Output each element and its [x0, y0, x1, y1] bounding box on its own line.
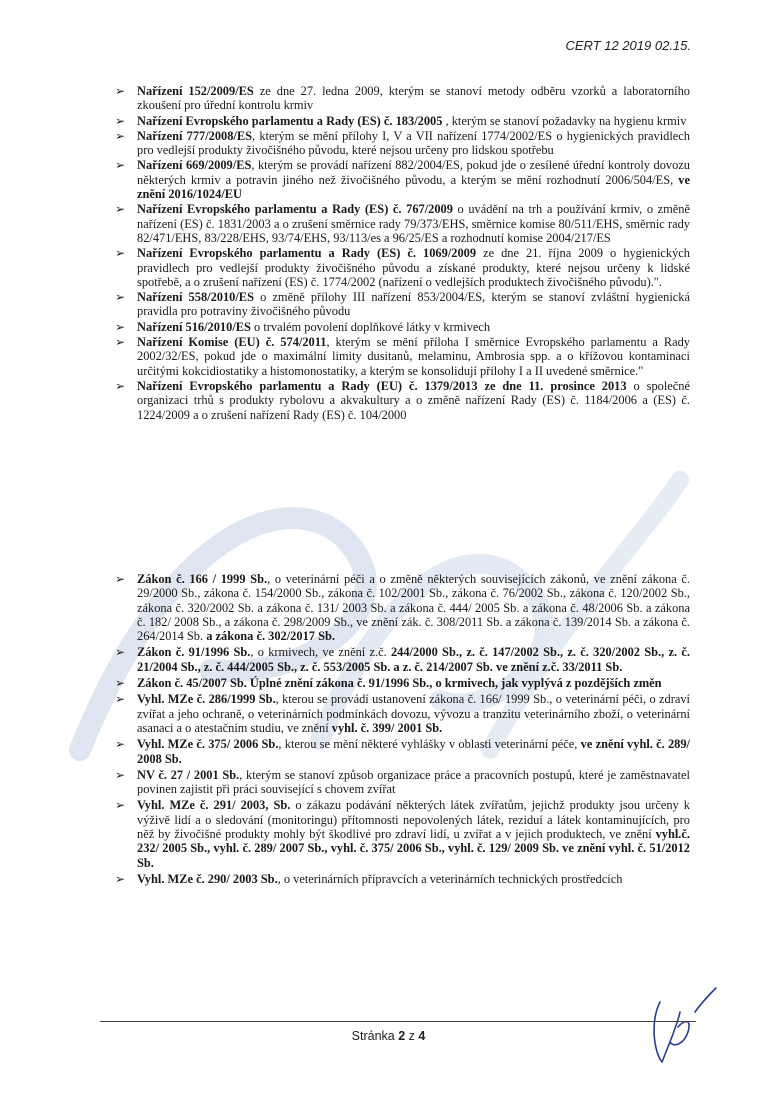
regulation-amendment: ve znění 2016/1024/EU [137, 172, 690, 202]
list-item [110, 768, 690, 797]
list-item [110, 158, 690, 201]
regulation-description: o trvalém povolení doplňkové látky v krmivech [250, 319, 491, 334]
list-item [110, 290, 690, 319]
regulation-title: Nařízení Komise (EU) č. 574/2011 [137, 335, 327, 350]
regulation-title: Vyhl. MZe č. 291/ 2003, Sb. [137, 798, 291, 813]
regulation-description: , o krmivech, ve znění z.č. [250, 645, 391, 660]
regulation-description: , o veterinární péči a o změně některých souvisejících zákonů, ve znění zákona č. 29/2000 Sb., zákona č. 154/2000 Sb., zákona č. 102/2001 Sb., zákona č. 76/2002 Sb., zákona č. 120/2002 Sb., zákona č. 320/2002 Sb. a zákona č. 131/ 2003 Sb. a zákona č. 444/ 2005 Sb. a zákona č. 48/2006 Sb. a zákona č. 182/ 2008 Sb., a zákona č. 298/2009 Sb., ve znění zák. č. 308/2011 Sb. a zákona č. 139/2014 Sb. a zákona č. 264/2014 Sb. [137, 572, 690, 644]
signature-scribble [640, 982, 720, 1072]
regulation-description: o změně přílohy III nařízení 853/2004/ES, kterým se stanoví zvláštní hygienická pravidla pro potraviny živočišného původu [137, 290, 690, 319]
page-separator: z [405, 1029, 419, 1043]
list-item [110, 676, 690, 690]
arrow-bullet-icon: ➢ [115, 113, 126, 128]
arrow-bullet-icon: ➢ [115, 290, 126, 305]
arrow-bullet-icon: ➢ [115, 158, 126, 173]
regulation-title: Vyhl. MZe č. 375/ 2006 Sb. [137, 737, 279, 752]
arrow-bullet-icon: ➢ [115, 798, 126, 813]
regulation-title: Vyhl. MZe č. 290/ 2003 Sb. [137, 871, 278, 886]
arrow-bullet-icon: ➢ [115, 737, 126, 752]
regulation-title: Nařízení Evropského parlamentu a Rady (ES) č. 767/2009 [137, 202, 453, 217]
regulation-title: Nařízení 558/2010/ES [137, 290, 254, 305]
arrow-bullet-icon: ➢ [115, 335, 126, 350]
regulation-description: , kterým se mění příloha I směrnice Evropského parlamentu a Rady 2002/32/ES, pokud jde o maximální limity dusitanů, melaminu, Ambrosia spp. a o křížovou kontaminaci určitými kokcidiostatiky a histomonostatiky, a kterým se konsolidují přílohy I a II uvedené směrnice." [137, 335, 690, 378]
arrow-bullet-icon: ➢ [115, 378, 126, 393]
list-item [110, 572, 690, 643]
regulation-amendment: 244/2000 Sb., z. č. 147/2002 Sb., z. č. 320/2002 Sb., z. č. 21/2004 Sb., z. č. 444/2005 Sb., z. č. 553/2005 Sb. a z. č. 214/2007 Sb. ve znění z.č. 33/2011 Sb. [137, 645, 690, 674]
regulation-amendment: vyhl. č. 399/ 2001 Sb. [331, 720, 443, 735]
list-item [110, 692, 690, 735]
list-item [110, 114, 690, 128]
regulation-amendment: a zákona č. 302/2017 Sb. [206, 629, 335, 644]
regulation-amendment: vyhl.č. 232/ 2005 Sb., vyhl. č. 289/ 2007 Sb., vyhl. č. 375/ 2006 Sb., vyhl. č. 129/ 2009 Sb. ve znění vyhl. č. 51/2012 Sb. [137, 827, 690, 870]
regulation-title: Nařízení 152/2009/ES [137, 84, 254, 98]
list-item [110, 798, 690, 869]
regulation-title: Zákon č. 45/2007 Sb. Úplné znění zákona č. 91/1996 Sb., o krmivech, jak vyplývá z pozdějších změn [137, 676, 662, 691]
list-item [110, 335, 690, 378]
arrow-bullet-icon: ➢ [115, 767, 126, 782]
arrow-bullet-icon: ➢ [115, 202, 126, 217]
regulation-description: , kterým se stanoví požadavky na hygienu krmiv [442, 113, 687, 128]
list-item [110, 129, 690, 158]
regulation-description: o společné organizaci trhů s produkty rybolovu a akvakultury a o změně nařízení Rady (ES) č. 1184/2006 a (ES) č. 1224/2009 a o zrušení nařízení Rady (ES) č. 104/2000 [137, 378, 690, 422]
regulation-description: , kterou se mění některé vyhlášky v oblasti veterinární péče, [278, 737, 581, 752]
regulation-description: ze dne 21. října 2009 o hygienických pravidlech pro vedlejší produkty živočišného původu a získané produkty, které nejsou určeny k lidské spotřebě, a o zrušení nařízení (ES) č. 1774/2002 (nařízení o vedlejších produktech živočišného původu).". [137, 246, 690, 289]
regulation-description: o zákazu podávání některých látek zvířatům, jejichž produkty jsou určeny k výživě lidí a o sledování (monitoringu) přítomnosti nepovolených látek, reziduí a látek kontaminujících, pro něž by živočišné produkty mohly být škodlivé pro zdraví lidí, u zvířat a v jejich produktech, ve znění [137, 798, 690, 842]
list-item [110, 202, 690, 245]
list-item [110, 246, 690, 289]
regulation-list-cz [110, 572, 690, 888]
regulation-description: , o veterinárních přípravcích a veterinárních technických prostředcích [277, 871, 623, 886]
document-id: CERT 12 2019 02.15. [565, 38, 691, 53]
arrow-bullet-icon: ➢ [115, 319, 126, 334]
regulation-title: Nařízení Evropského parlamentu a Rady (ES) č. 1069/2009 [137, 246, 477, 261]
regulation-title: Nařízení Evropského parlamentu a Rady (EU) č. 1379/2013 ze dne 11. prosince 2013 [137, 378, 627, 393]
arrow-bullet-icon: ➢ [115, 692, 126, 707]
regulation-description: , kterým se stanoví způsob organizace práce a pracovních postupů, které je zaměstnavatel povinen zajistit při práci související s chovem zvířat [137, 767, 690, 797]
page-total: 4 [418, 1029, 426, 1043]
list-item [110, 872, 690, 886]
list-item [110, 737, 690, 766]
regulation-title: Vyhl. MZe č. 286/1999 Sb. [137, 692, 276, 707]
arrow-bullet-icon: ➢ [115, 572, 126, 586]
list-item [110, 379, 690, 422]
regulation-description: ze dne 27. ledna 2009, kterým se stanoví metody odběru vzorků a laboratorního zkoušení pro úřední kontrolu krmiv [137, 84, 690, 113]
regulation-title: NV č. 27 / 2001 Sb. [137, 767, 240, 782]
regulation-description: , kterou se provádí ustanovení zákona č. 166/ 1999 Sb., o veterinární péči, o zdraví zvířat a jeho ochraně, o veterinárních podmínkách dovozu, vývozu a tranzitu veterinárního zboží, o veterinární asanaci a o atestačním studiu, ve znění [137, 692, 690, 735]
arrow-bullet-icon: ➢ [115, 128, 126, 143]
list-item [110, 320, 690, 334]
footer-rule [100, 1021, 696, 1022]
regulation-amendment: ve znění vyhl. č. 289/ 2008 Sb. [137, 737, 690, 766]
regulation-title: Zákon č. 91/1996 Sb. [137, 645, 251, 660]
arrow-bullet-icon: ➢ [115, 871, 126, 886]
arrow-bullet-icon: ➢ [115, 84, 126, 98]
page-label: Stránka [351, 1029, 399, 1043]
regulation-description: , kterým se mění přílohy I, V a VII nařízení 1774/2002/ES o hygienických pravidlech pro vedlejší produkty živočišného původu, které nejsou určeny pro lidskou spotřebu [137, 128, 690, 158]
arrow-bullet-icon: ➢ [115, 676, 126, 691]
arrow-bullet-icon: ➢ [115, 645, 126, 660]
regulation-title: Nařízení Evropského parlamentu a Rady (ES) č. 183/2005 [137, 113, 443, 128]
list-item [110, 645, 690, 674]
list-item [110, 84, 690, 113]
regulation-title: Nařízení 777/2008/ES [137, 128, 253, 143]
page-current: 2 [398, 1029, 406, 1043]
regulation-title: Zákon č. 166 / 1999 Sb. [137, 572, 268, 586]
regulation-description: o uvádění na trh a používání krmiv, o změně nařízení (ES) č. 1831/2003 a o zrušení směrnice rady 79/373/EHS, směrnice komise 80/511/EHS, směrnic rady 82/471/EHS, 83/228/EHS, 93/74/EHS, 93/113/es a 96/25/ES a rozhodnutí komise 2004/217/ES [137, 202, 690, 245]
regulation-title: Nařízení 669/2009/ES [137, 158, 252, 173]
regulation-list-eu [110, 84, 690, 423]
regulation-description: , kterým se provádí nařízení 882/2004/ES, pokud jde o zesílené úřední kontroly dovozu některých krmiv a potravin jiného než živočišného původu, a kterým se mění rozhodnutí 2006/504/ES, [137, 158, 690, 187]
arrow-bullet-icon: ➢ [115, 246, 126, 261]
page-number [0, 1029, 777, 1043]
regulation-title: Nařízení 516/2010/ES [137, 319, 251, 334]
